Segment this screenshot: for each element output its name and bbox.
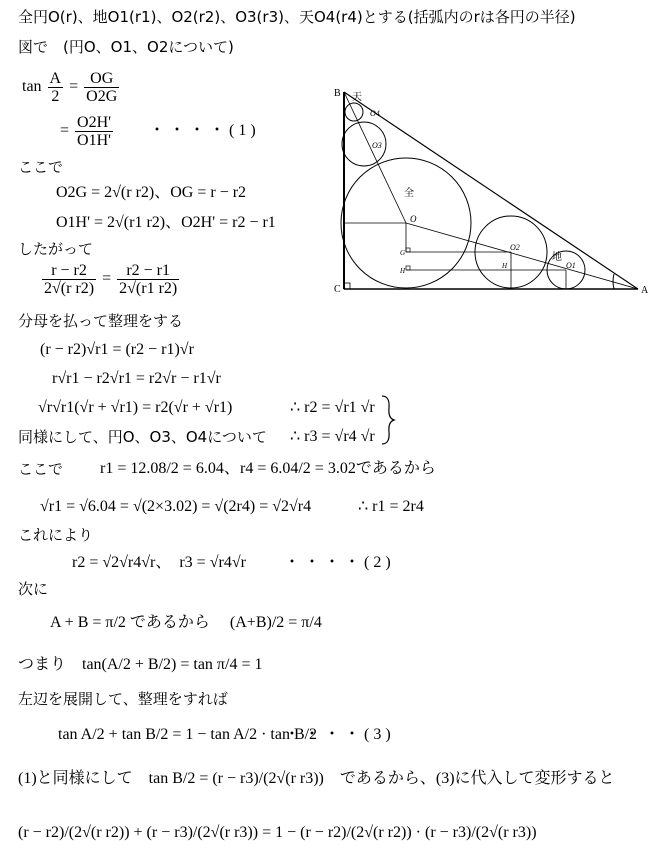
tanA-equation: tan $\frac{A}{2}$ = $\frac{OG}{O2G}$ (22, 70, 118, 105)
f1-denominator: 2√(r r2) (44, 280, 95, 297)
koko-de-1: ここで (18, 158, 64, 176)
label-o2: O2 (510, 243, 520, 252)
geometry-figure (330, 84, 650, 300)
label-g: G (400, 249, 406, 257)
label-b: B (334, 88, 341, 99)
header-line-1: 全円O(r)、地O1(r1)、O2(r2)、O3(r3)、天O4(r4)とする(括弧内のrは各円の半径) (18, 8, 576, 26)
step-s2: r√r1 − r2√r1 = r2√r − r1√r (52, 370, 221, 387)
tsumari-line: つまり tan(A/2 + B/2) = tan π/4 = 1 (18, 656, 263, 673)
label-h: H (400, 267, 406, 275)
tanA-numerator: OG (84, 70, 119, 88)
r4-value: r4 = 6.04/2 = 3.02であるから (240, 460, 436, 477)
eq3-tag: ・・・・(3) (284, 726, 395, 743)
equation-1: = $\frac{O2H'}{O1H'}$ ・・・・(1) (60, 114, 260, 149)
o2g-line: O2G = 2√(r r2)、OG = r − r2 (56, 184, 247, 201)
equation-3: tan A/2 + tan B/2 = 1 − tan A/2 · tan B/2 (58, 726, 318, 743)
f2-denominator: 2√(r1 r2) (119, 280, 178, 297)
sahen-text: 左辺を展開して、整理をすれば (18, 690, 228, 708)
circle-o4 (345, 103, 363, 121)
final-equation: (r − r2)/(2√(r r2)) + (r − r3)/(2√(r r3)) = 1 − (r − r2)/(2√(r r2)) · (r − r3)/(2√(r r3)) (18, 824, 537, 841)
step-s1: (r − r2)√r1 = (r2 − r1)√r (40, 341, 194, 358)
sqrt-result: ∴ r1 = 2r4 (358, 498, 424, 515)
a-plus-b-line: A + B = π/2 であるから (A+B)/2 = π/4 (50, 614, 322, 631)
side-ab (344, 92, 638, 289)
label-ten: 天 (352, 92, 362, 103)
label-o4: O4 (370, 109, 380, 118)
label-o: O (410, 214, 417, 224)
bisector-a (406, 223, 638, 289)
tanA-denominator: O2G (86, 88, 118, 105)
right-angle-g (406, 248, 410, 252)
last-text-line: (1)と同様にして tan B/2 = (r − r3)/(2√(r r3)) であるから、(3)に代入して変形すると (18, 770, 615, 787)
koko-de-2: ここで (18, 460, 64, 478)
label-zen: 全 (404, 188, 414, 199)
fraction-equality: $\frac{r - r2}{\text{2√(r r2)}}$ = $\frac{r2 - r1}{2√(r1 r2)}$ (44, 262, 178, 297)
f1-numerator: r − r2 (42, 262, 96, 280)
label-c: C (334, 284, 341, 295)
label-o3: O3 (372, 141, 382, 150)
shitagatte: したがって (18, 240, 94, 258)
right-angle-h (406, 266, 410, 270)
label-h2: H (502, 262, 508, 270)
tsugi-ni: 次に (18, 580, 49, 598)
eq1-denominator: O1H' (77, 132, 112, 149)
douyou-result: ∴ r3 = √r4 √r (290, 428, 375, 445)
step-s3-result: ∴ r2 = √r1 √r (290, 399, 375, 416)
koreni-yori: これにより (18, 526, 94, 544)
o1h-line: O1H' = 2√(r1 r2)、O2H' = r2 − r1 (56, 214, 276, 231)
eq1-numerator: O2H' (77, 114, 112, 131)
eq1-tag: ・・・・(1) (149, 122, 260, 140)
r1-value: r1 = 12.08/2 = 6.04、 (100, 460, 240, 477)
header-line-2: 図で (円O、O1、O2について) (18, 38, 234, 56)
label-chi: 地 (552, 252, 562, 263)
douyou-text: 同様にして、円O、O3、O4について (18, 428, 267, 446)
sqrt-line: √r1 = √6.04 = √(2×3.02) = √(2r4) = √2√r4 (40, 498, 312, 515)
label-a: A (641, 285, 649, 296)
right-brace (380, 394, 396, 446)
equation-2: r2 = √2√r4√r、 r3 = √r4√r (72, 554, 246, 571)
label-o1: O1 (566, 261, 576, 270)
step-s3: √r√r1(√r + √r1) = r2(√r + √r1) (38, 399, 233, 416)
f2-numerator: r2 − r1 (117, 262, 179, 280)
eq2-tag: ・・・・(2) (284, 554, 395, 571)
angle-arc-a (613, 274, 614, 289)
bunbo-text: 分母を払って整理をする (18, 312, 184, 330)
